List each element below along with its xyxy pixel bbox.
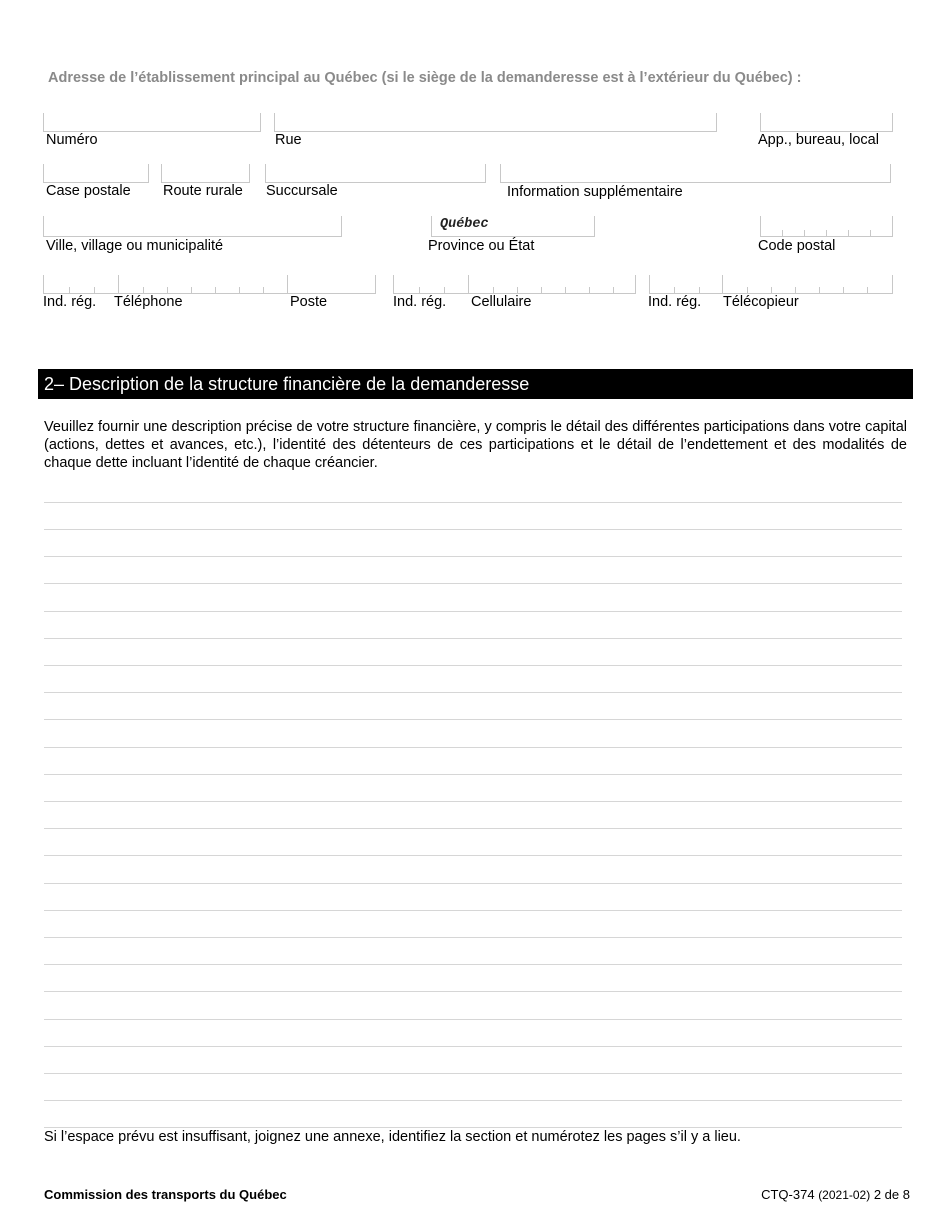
form-version: (2021-02) [818,1188,871,1202]
writing-line [44,502,902,503]
poste-label: Poste [290,294,328,310]
cellulaire-number-field[interactable] [468,275,636,294]
province-field[interactable] [431,216,595,237]
telephone-area-code-field[interactable] [43,275,119,294]
page-number: 2 de 8 [873,1187,910,1202]
code-postal-field[interactable] [760,216,893,237]
case-postale-field[interactable] [43,164,149,183]
address-heading: Adresse de l’établissement principal au Québec (si le siège de la demanderesse est à l’extérieur du Québec) : [48,70,802,86]
footer-form-info [761,1187,910,1202]
writing-line [44,801,902,802]
writing-line [44,1100,902,1101]
writing-line [44,774,902,775]
telecopieur-area-code-field[interactable] [649,275,723,294]
writing-line [44,964,902,965]
info-supp-field[interactable] [500,164,891,183]
section-2-title: 2– Description de la structure financière de la demanderesse [38,369,913,399]
writing-line [44,692,902,693]
description-textarea[interactable] [44,495,902,1135]
case-postale-label: Case postale [46,183,131,199]
province-label: Province ou État [428,238,535,254]
writing-line [44,665,902,666]
cellulaire-label: Cellulaire [471,294,532,310]
ville-field[interactable] [43,216,342,237]
writing-line [44,1019,902,1020]
writing-line [44,611,902,612]
writing-line [44,937,902,938]
numero-label: Numéro [46,132,98,148]
writing-line [44,719,902,720]
writing-line [44,991,902,992]
rue-label: Rue [275,132,302,148]
ind-reg-label-1: Ind. rég. [43,294,97,310]
writing-line [44,828,902,829]
writing-line [44,855,902,856]
writing-line [44,747,902,748]
writing-line [44,1073,902,1074]
succursale-label: Succursale [266,183,338,199]
ville-label: Ville, village ou municipalité [46,238,224,254]
ind-reg-label-3: Ind. rég. [648,294,702,310]
telephone-number-field[interactable] [118,275,288,294]
telecopieur-number-field[interactable] [722,275,893,294]
writing-line [44,1046,902,1047]
info-supp-label: Information supplémentaire [507,184,683,200]
writing-line [44,883,902,884]
writing-line [44,556,902,557]
writing-line [44,583,902,584]
writing-line [44,638,902,639]
province-value: Québec [440,217,489,232]
poste-field[interactable] [287,275,376,294]
footer-organization: Commission des transports du Québec [44,1187,287,1202]
telephone-label: Téléphone [114,294,183,310]
rue-field[interactable] [274,113,717,132]
app-field[interactable] [760,113,893,132]
section-2-instructions: Veuillez fournir une description précise de votre structure financière, y compris le détail des différentes participations dans votre capital (actions, dettes et avances, etc.), l’identité des détenteurs de ces participations et le détail de l’endettement et des modalités de chaque dette incluant l’identité de chaque créancier. [44,419,907,471]
cellulaire-area-code-field[interactable] [393,275,469,294]
route-rurale-label: Route rurale [163,183,243,199]
writing-line [44,1127,902,1128]
app-label: App., bureau, local [758,132,879,148]
succursale-field[interactable] [265,164,486,183]
route-rurale-field[interactable] [161,164,250,183]
code-postal-label: Code postal [758,238,836,254]
insufficient-space-note: Si l’espace prévu est insuffisant, joignez une annexe, identifiez la section et numérotez les pages s’il y a lieu. [44,1129,741,1145]
telecopieur-label: Télécopieur [723,294,799,310]
writing-line [44,529,902,530]
writing-line [44,910,902,911]
ind-reg-label-2: Ind. rég. [393,294,447,310]
form-code: CTQ-374 [761,1187,815,1202]
numero-field[interactable] [43,113,261,132]
